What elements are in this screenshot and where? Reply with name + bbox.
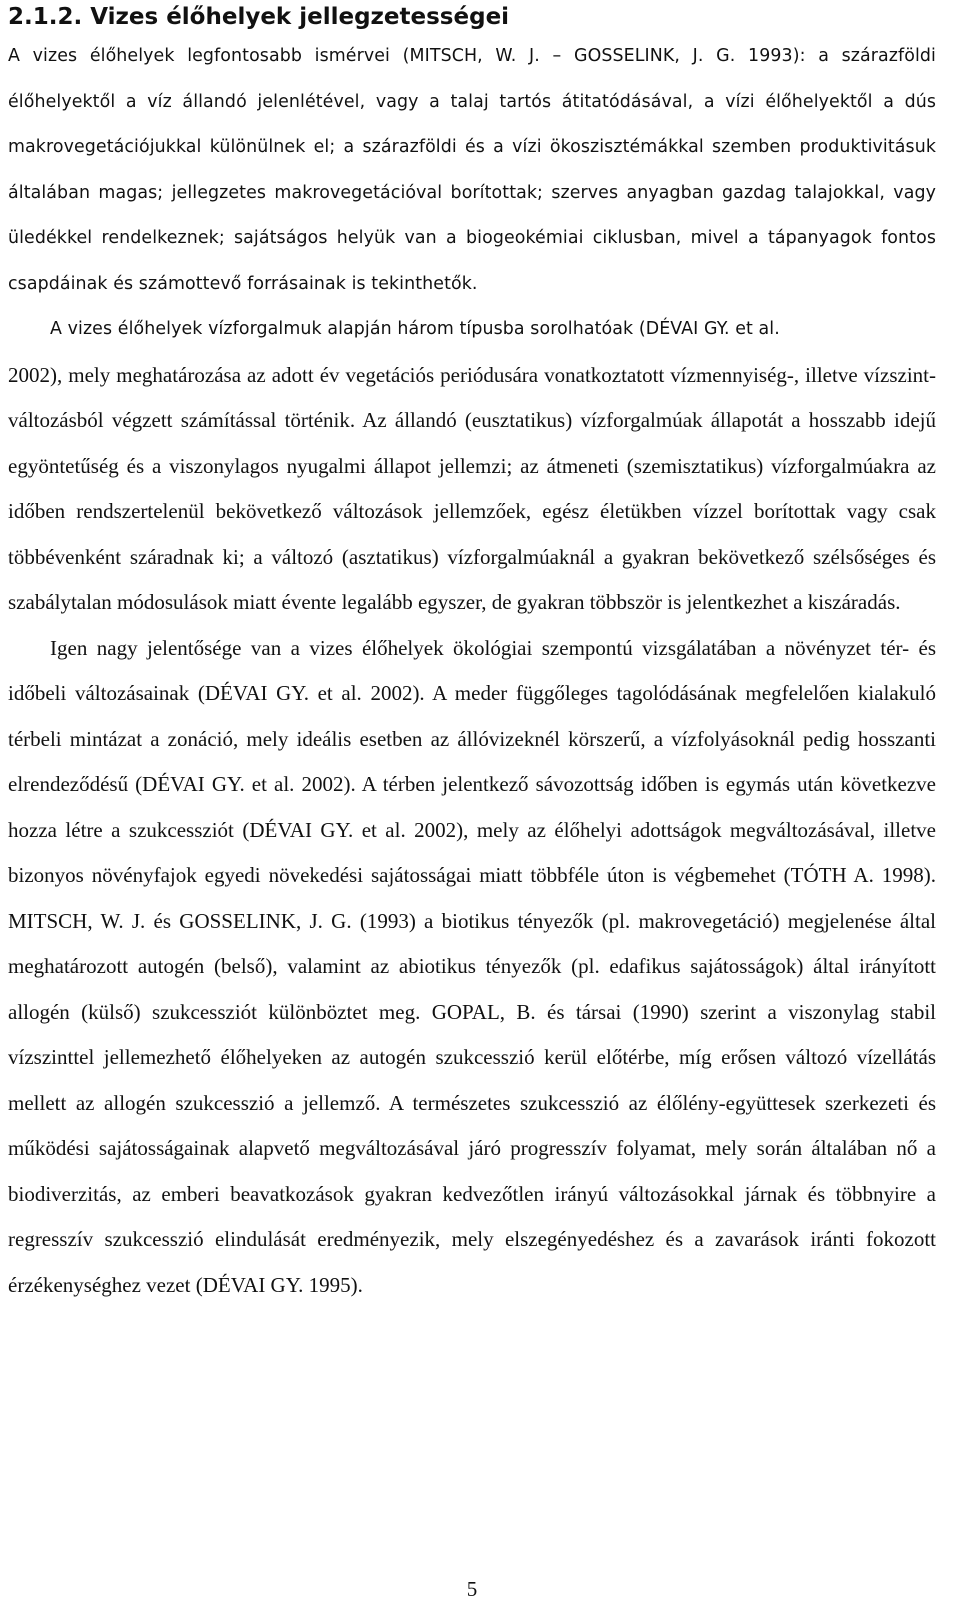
paragraph-succession: Igen nagy jelentősége van a vizes élőhelyek ökológiai szempontú vizsgálatában a növényzet tér- és időbeli változásainak (DÉVAI GY. et al. 2002). A meder függőleges tagolódásának megfelelően kialakuló térbeli mintázat a zonáció, mely ideális esetben az állóvizeknél körszerű, a vízfolyásoknál pedig hosszanti elrendeződésű (DÉVAI GY. et al. 2002). A térben jelentkező sávozottság időben is egymás után következve hozza létre a szukcessziót (DÉVAI GY. et al. 2002), mely az élőhelyi adottságok megváltozásával, illetve bizonyos növényfajok egyedi növekedési sajátosságai miatt többféle úton is végbemehet (TÓTH A. 1998). MITSCH, W. J. és GOSSELINK, J. G. (1993) a biotikus tényezők (pl. makrovegetáció) megjelenése által meghatározott autogén (belső), valamint az abiotikus tényezők (pl. edafikus sajátosságok) által irányított allogén (külső) szukcessziót különböztet meg. GOPAL, B. és társai (1990) szerint a viszonylag stabil vízszinttel jellemezhető élőhelyeken az autogén szukcesszió kerül előtérbe, míg erősen változó vízellátás mellett az allogén szukcesszió a jellemző. A természetes szukcesszió az élőlény-együttesek szerkezeti és működési sajátosságainak alapvető megváltozásával járó progresszív folyamat, mely során általában nő a biodiverzitás, az emberi beavatkozások gyakran kedvezőtlen irányú változásokkal járnak és többnyire a regresszív szukcesszió elindulását eredményezik, mely elszegényedéshez és a zavarások iránti fokozott érzékenységhez vezet (DÉVAI GY. 1995). — [8, 635, 936, 1297]
paragraph-water-regime-intro: A vizes élőhelyek vízforgalmuk alapján három típusba sorolhatóak (DÉVAI GY. et al. — [50, 319, 780, 339]
paragraph-definition: A vizes élőhelyek legfontosabb ismérvei (MITSCH, W. J. – GOSSELINK, J. G. 1993): a szárazföldi élőhelyektől a víz állandó jelenlétével, vagy a talaj tartós átitatódásával, a vízi élőhelyektől a dús makrovegetációjukkal különülnek el; a szárazföldi és a vízi ökoszisztémákkal szemben produktivitásuk általában magas; jellegzetes makrovegetációval borítottak; szerves anyagban gazdag talajokkal, vagy üledékkel rendelkeznek; sajátságos helyük van a biogeokémiai ciklusban, mivel a tápanyagok fontos csapdáinak és számottevő forrásainak is tekinthetők. — [8, 46, 936, 294]
paragraph-water-regime-types: 2002), mely meghatározása az adott év vegetációs periódusára vonatkoztatott vízmennyiség-, illetve vízszint-változásból végzett számítással történik. Az állandó (eusztatikus) vízforgalmúak állapotát a hosszabb idejű egyöntetűség és a viszonylagos nyugalmi állapot jellemzi; az átmeneti (szemisztatikus) vízforgalmúakra az időben rendszertelenül bekövetkező változások jellemzőek, egész életükben vízzel borítottak vagy csak többévenként száradnak ki; a változó (asztatikus) vízforgalmúaknál a gyakran bekövetkező szélsőséges és szabálytalan módosulások miatt évente legalább egyszer, de gyakran többször is jelentkezhet a kiszáradás. — [8, 362, 936, 614]
section-heading: 2.1.2. Vizes élőhelyek jellegzetességei — [8, 4, 510, 30]
page-number: 5 — [466, 1577, 478, 1601]
document-page — [8, 0, 936, 1308]
